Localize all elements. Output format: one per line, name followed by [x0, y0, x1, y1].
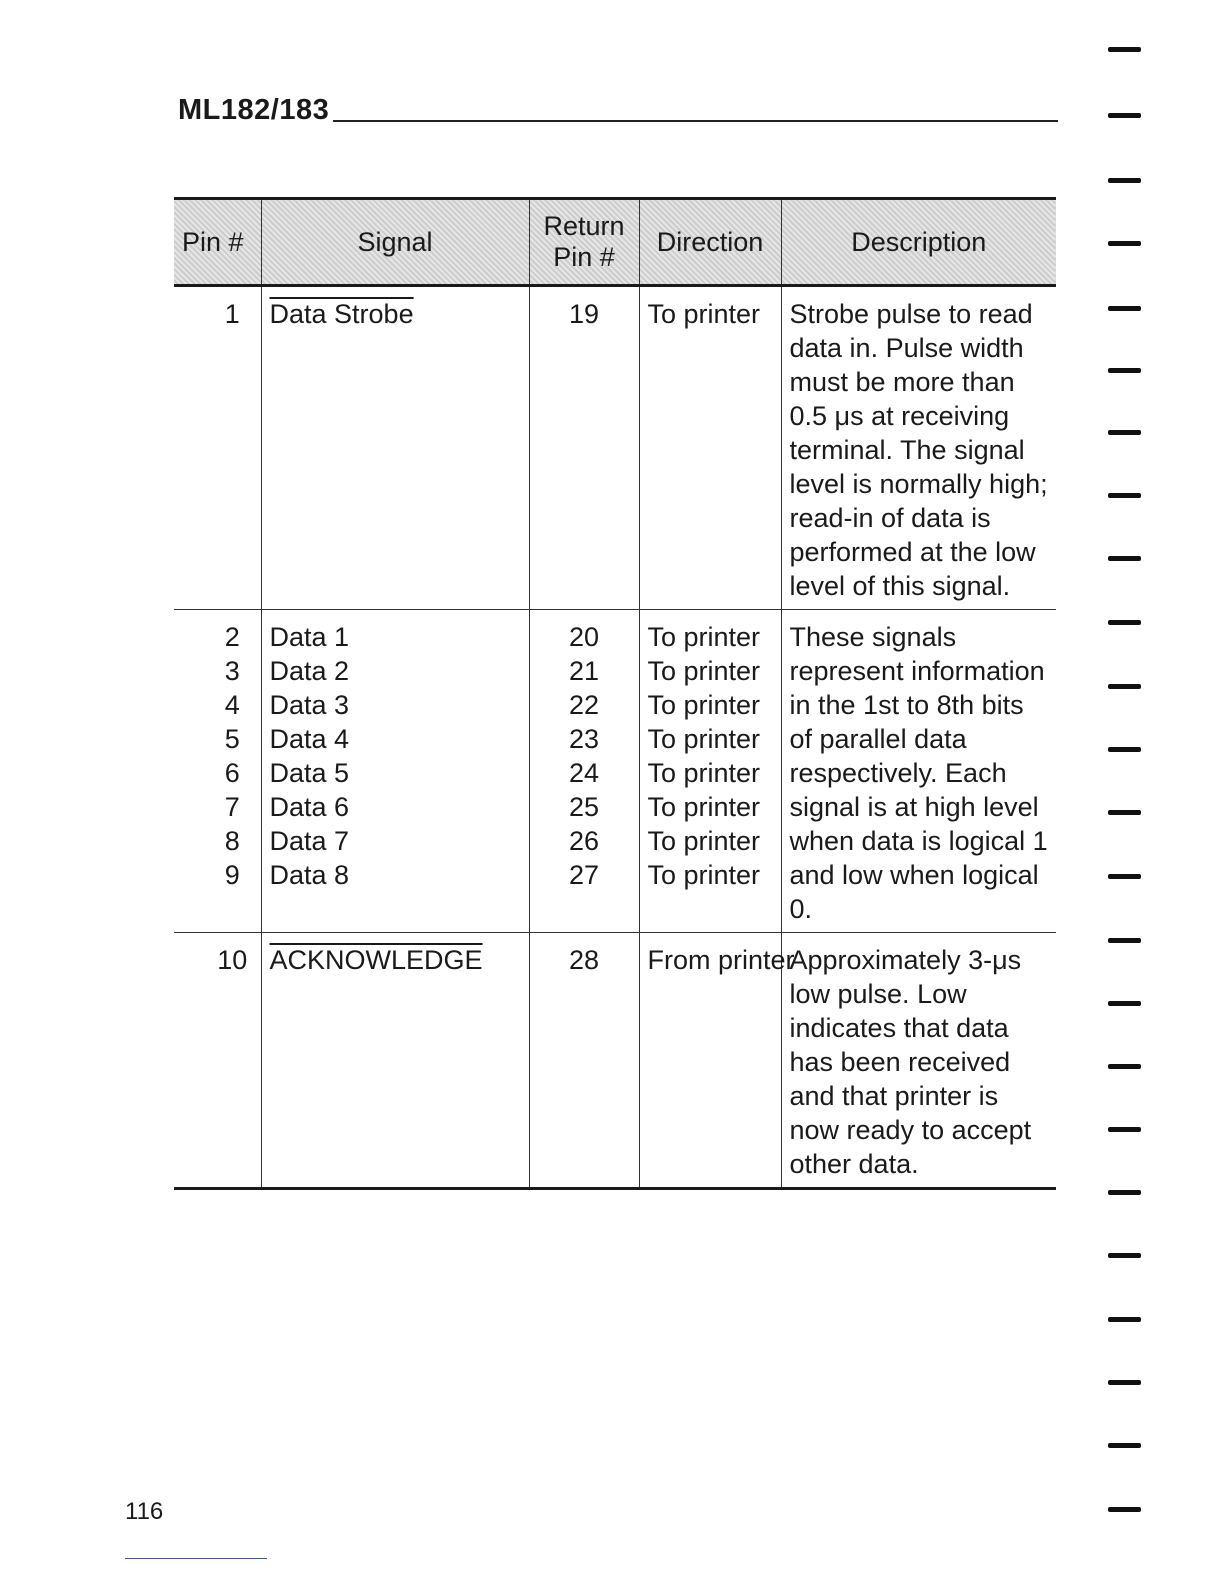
table-row — [174, 610, 1056, 933]
signal-name-cell-value: Data 4 — [269, 724, 350, 754]
pin-number-cell-value: 6 — [224, 758, 240, 788]
binding-mark — [1108, 747, 1141, 752]
signal-name-cell — [261, 933, 529, 1189]
pin-number-cell-value: 9 — [224, 860, 240, 890]
binding-mark — [1108, 556, 1141, 561]
return-pin-cell — [529, 610, 639, 933]
direction-cell-value: To printer — [647, 826, 761, 856]
table-header-row — [174, 199, 1056, 286]
col-header-pin: Pin # — [174, 199, 261, 286]
pin-assignment-table-container — [174, 197, 1056, 1190]
direction-cell — [639, 933, 795, 1189]
pin-number-cell-value: 1 — [224, 299, 240, 329]
direction-cell-value: To printer — [647, 758, 761, 788]
signal-name-cell-value: Data 8 — [269, 860, 350, 890]
signal-name-cell-value: Data 7 — [269, 826, 350, 856]
signal-name-cell-value: Data 6 — [269, 792, 350, 822]
direction-cell-value: To printer — [647, 724, 761, 754]
description-cell: Strobe pulse to read data in. Pulse width must be more than 0.5 μs at receiving terminal. The signal level is normally high; read-in of data is performed at the low level of this signal. — [781, 286, 1056, 610]
signal-name-cell-value: Data 3 — [269, 690, 350, 720]
binding-mark — [1108, 1317, 1141, 1322]
direction-cell — [639, 610, 781, 933]
binding-mark — [1108, 306, 1141, 311]
pin-number-cell — [174, 610, 261, 933]
return-pin-cell-value: 27 — [568, 860, 600, 890]
pin-number-cell-value: 10 — [217, 945, 248, 975]
return-pin-cell-value: 21 — [568, 656, 600, 686]
binding-mark — [1108, 241, 1141, 246]
return-pin-cell-value: 23 — [568, 724, 600, 754]
direction-cell-value: To printer — [647, 792, 761, 822]
binding-mark — [1108, 620, 1141, 625]
binding-mark — [1108, 47, 1141, 52]
direction-cell-value: To printer — [647, 299, 761, 329]
binding-mark — [1108, 1190, 1141, 1195]
return-pin-cell-value: 24 — [568, 758, 600, 788]
binding-marks — [1108, 0, 1148, 1584]
direction-cell-value: To printer — [647, 656, 761, 686]
binding-mark — [1108, 1380, 1141, 1385]
pin-assignment-table — [174, 197, 1056, 1190]
page-header — [178, 96, 1058, 125]
return-pin-cell-value: 19 — [568, 299, 600, 329]
description-cell: Approximately 3-μs low pulse. Low indicates that data has been received and that printer is now ready to accept other data. — [781, 933, 1056, 1189]
direction-cell-value: To printer — [647, 622, 761, 652]
binding-mark — [1108, 113, 1141, 118]
direction-cell — [639, 286, 781, 610]
pin-number-cell-value: 3 — [224, 656, 240, 686]
signal-name-cell — [261, 610, 529, 933]
binding-mark — [1108, 368, 1141, 373]
return-pin-cell-value: 20 — [568, 622, 600, 652]
col-header-direction: Direction — [639, 199, 781, 286]
return-pin-cell — [529, 286, 639, 610]
col-header-description: Description — [781, 199, 1056, 286]
pin-number-cell-value: 7 — [224, 792, 240, 822]
table-body — [174, 286, 1056, 1189]
pin-number-cell-value: 5 — [224, 724, 240, 754]
direction-cell-value: To printer — [647, 860, 761, 890]
binding-mark — [1108, 938, 1141, 943]
binding-mark — [1108, 684, 1141, 689]
signal-name-cell — [261, 286, 529, 610]
binding-mark — [1108, 810, 1141, 815]
binding-mark — [1108, 1443, 1141, 1448]
binding-mark — [1108, 493, 1141, 498]
manual-title: ML182/183 — [178, 94, 330, 126]
binding-mark — [1108, 874, 1141, 879]
binding-mark — [1108, 430, 1141, 435]
binding-mark — [1108, 1127, 1141, 1132]
binding-mark — [1108, 1001, 1141, 1006]
pin-number-cell-value: 8 — [224, 826, 240, 856]
binding-mark — [1108, 1507, 1141, 1512]
bottom-rule — [125, 1558, 267, 1559]
table-row — [174, 933, 1056, 1189]
table-row — [174, 286, 1056, 610]
signal-name-cell-value: Data Strobe — [269, 299, 414, 329]
direction-cell-value: To printer — [647, 690, 761, 720]
signal-name-cell-value: ACKNOWLEDGE — [269, 945, 483, 975]
binding-mark — [1108, 1253, 1141, 1258]
signal-name-cell-value: Data 1 — [269, 622, 350, 652]
col-header-signal: Signal — [261, 199, 529, 286]
pin-number-cell — [174, 286, 261, 610]
signal-name-cell-value: Data 5 — [269, 758, 350, 788]
return-pin-cell-value: 22 — [568, 690, 600, 720]
description-cell: These signals represent information in the 1st to 8th bits of parallel data respectively. Each signal is at high level when data is logical 1 and low when logical 0. — [781, 610, 1056, 933]
header-rule — [333, 120, 1058, 122]
pin-number-cell-value: 2 — [224, 622, 240, 652]
signal-name-cell-value: Data 2 — [269, 656, 350, 686]
return-pin-cell-value: 28 — [568, 945, 600, 975]
return-pin-cell-value: 25 — [568, 792, 600, 822]
page-number: 116 — [125, 1498, 164, 1525]
binding-mark — [1108, 178, 1141, 183]
return-pin-cell-value: 26 — [568, 826, 600, 856]
col-header-return-pin: Return Pin # — [529, 199, 639, 286]
return-pin-cell — [529, 933, 639, 1189]
direction-cell-value: From printer — [647, 945, 795, 975]
binding-mark — [1108, 1064, 1141, 1069]
pin-number-cell — [174, 933, 261, 1189]
pin-number-cell-value: 4 — [224, 690, 240, 720]
